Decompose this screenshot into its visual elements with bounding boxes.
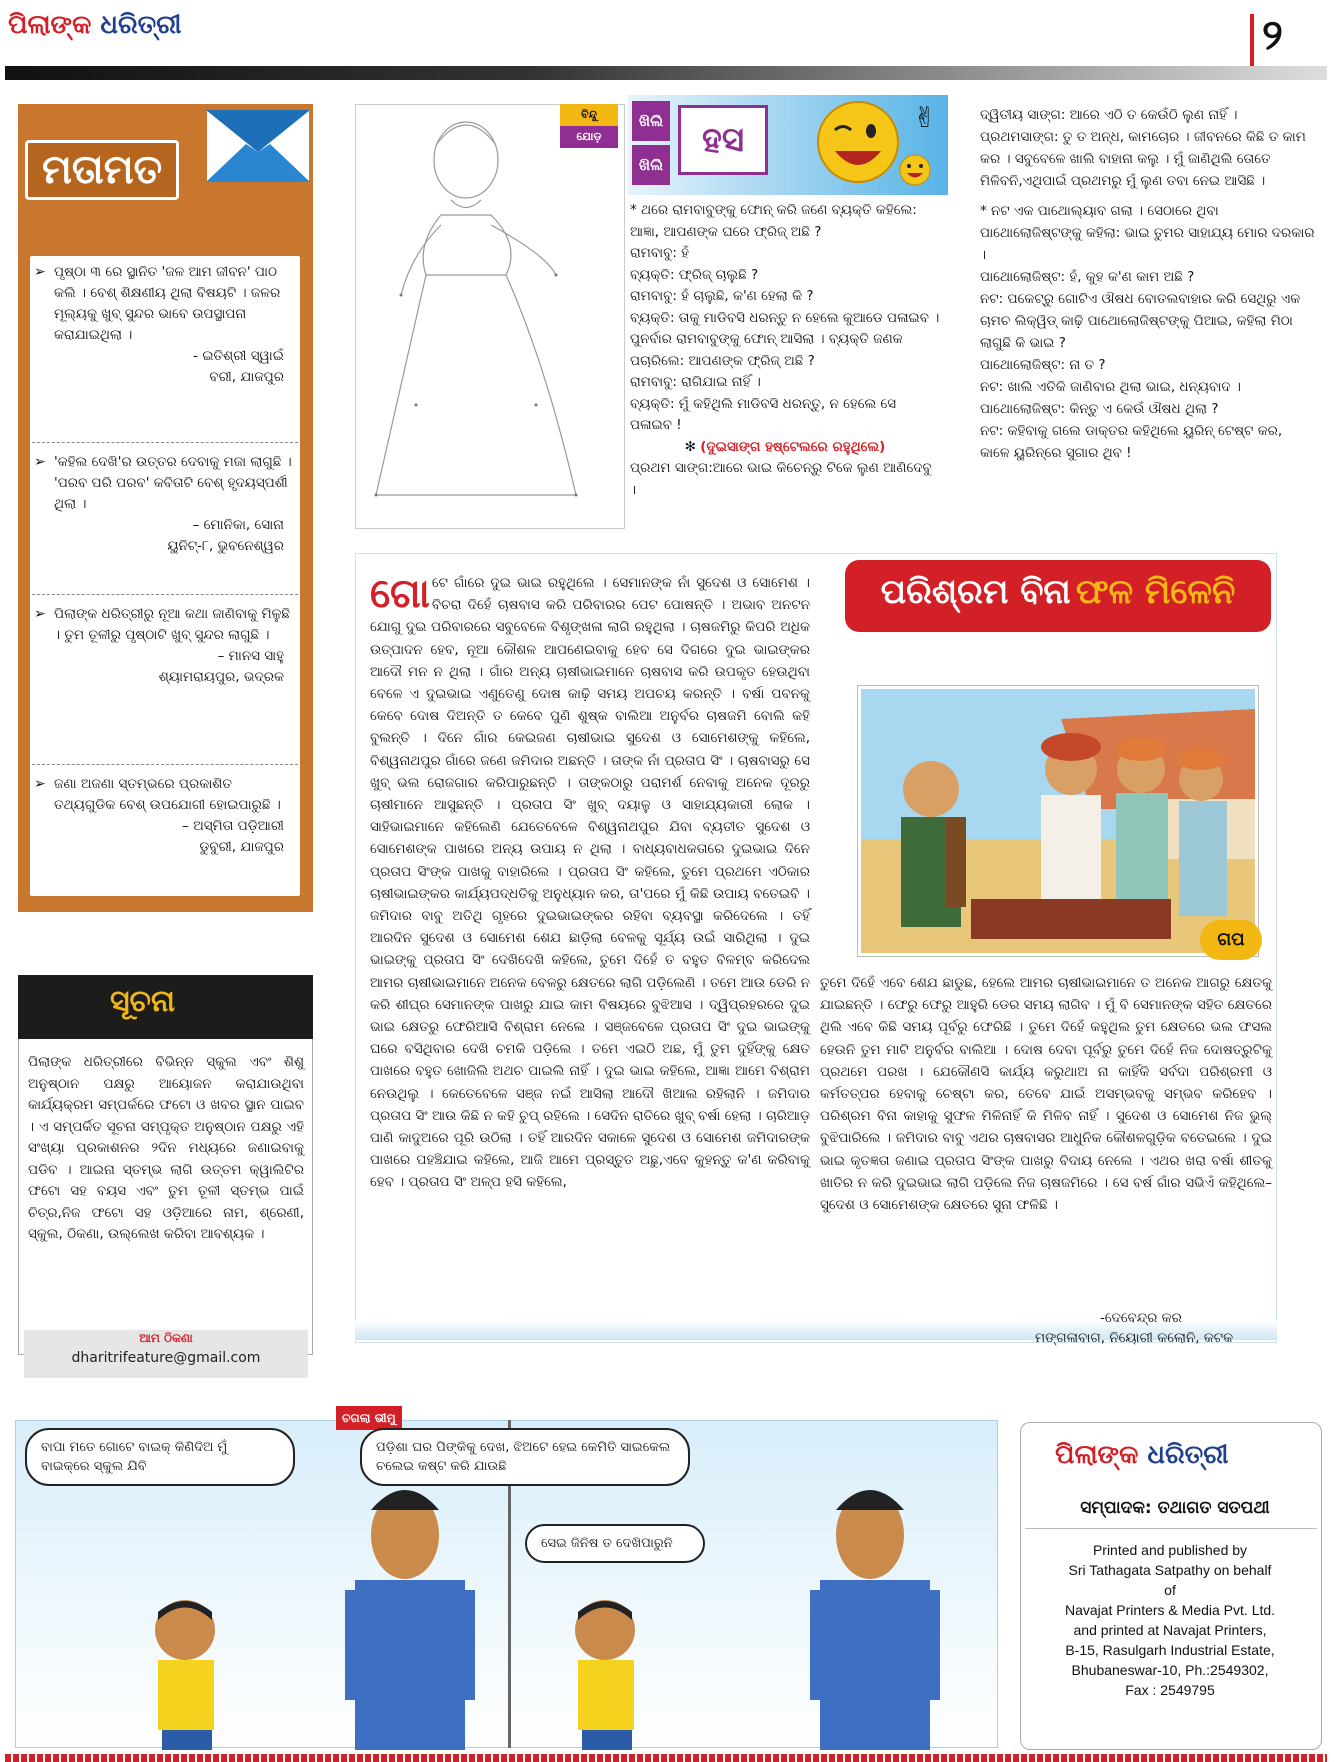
victory-hand-icon: ✌ <box>913 101 937 134</box>
credits-logo: ପିଲାଙ୍କ ଧରିତ୍ରୀ <box>1055 1440 1229 1470</box>
divider <box>32 442 298 443</box>
masthead-logo <box>8 10 182 41</box>
jokes-banner-title: ହସ <box>678 105 768 175</box>
story-dropcap: ଗୋ <box>370 571 430 617</box>
dot-puzzle-tag: ବିନ୍ଦୁ <box>560 104 618 126</box>
jokes-banner-word: ଖିଲି <box>632 145 670 185</box>
divider <box>32 594 298 595</box>
envelope-icon <box>202 104 314 186</box>
divider <box>32 764 298 765</box>
jokes-banner-word: ଖିଲି <box>632 101 670 141</box>
landlord-figure <box>1041 733 1101 915</box>
story-tag: ଗପ <box>1200 920 1262 960</box>
letter-item: ➢ 'କହିଲ ଦେଖି'ର ଉତ୍ତର ଦେବାକୁ ମଜା ଲାଗୁଛି । 'ପରବ ପରି ପରବ' କବିତାଟି ବେଶ୍ ହୃଦୟସ୍ପର୍ଶୀ ଥିଲା । – ମୋନିକା, ସୋନା ୟୁନିଟ୍-୮, ଭୁବନେଶ୍ୱର <box>34 454 292 554</box>
credits-divider <box>1025 1528 1317 1529</box>
header-divider <box>1250 14 1254 66</box>
story-address: ମଙ୍ଗଳାବାଗ, ନିୟୋଗୀ କଲୋନି, କଟକ <box>1035 1330 1234 1346</box>
contact-label: ଆମ ଠିକଣା <box>139 1331 193 1345</box>
story-author: -ଦେବେନ୍ଦ୍ର କର <box>1100 1310 1182 1326</box>
header-bar <box>5 66 1327 80</box>
smiley-icon <box>813 95 903 190</box>
dot-puzzle <box>355 104 625 529</box>
farmer-figure <box>901 761 966 927</box>
speech-bubble: ପଡ଼ିଶା ଘର ପିଙ୍କିକୁ ଦେଖ, ଝିଅଟେ ହେଇ କେମିତି ସାଇକେଲ ଚଲେଇ କଷ୍ଟ କରି ଯାଉଛି <box>360 1428 690 1486</box>
child-figure-1 <box>140 1590 240 1750</box>
speech-bubble: ସେଇ ଜିନିଷ ତ ଦେଖିପାରୁନି <box>525 1524 705 1563</box>
arrow-icon: ➢ <box>34 776 46 792</box>
credits-printed-by: Printed and published by Sri Tathagata Satpathy on behalf of Navajat Printers & Media Pvt. Ltd. and printed at Navajat Printers, B-15, Rasulgarh Industrial Estate, Bhubaneswar-10, Ph.:2549302, Fax : 2549795 <box>1064 1542 1276 1698</box>
small-smiley-icon <box>898 153 932 187</box>
arrow-icon: ➢ <box>34 606 46 622</box>
notice-body: ପିଲାଙ୍କ ଧରିତ୍ରୀରେ ବିଭିନ୍ନ ସ୍କୁଲ ଏବଂ ଶିଶୁ ଅନୁଷ୍ଠାନ ପକ୍ଷରୁ ଆୟୋଜନ କରାଯାଉଥିବା କାର୍ଯ୍ୟକ୍ରମ ସମ୍ପର୍କରେ ଫଟୋ ଓ ଖବର ସ୍ଥାନ ପାଇବ । ଏ ସମ୍ପର୍କିତ ସୂଚନା ସମ୍ପୃକ୍ତ ଅନୁଷ୍ଠାନ ପକ୍ଷରୁ ଏହି ସଂଖ୍ୟା ପ୍ରକାଶନର ୨ଦିନ ମଧ୍ୟରେ ଜଣାଇବାକୁ ପଡିବ । ଆଇନା ସ୍ତମ୍ଭ ଲାଗି ଉତ୍ତମ କ୍ୱାଲିଟିର ଫଟୋ ସହ ବୟସ ଏବଂ ତୁମ ତୂଳୀ ସ୍ତମ୍ଭ ପାଇଁ ଚିତ୍ର,ନିଜ ଫଟୋ ସହ ଓଡ଼ିଆରେ ନାମ, ଶ୍ରେଣୀ, ସ୍କୁଲ, ଠିକଣା, ଉଲ୍ଲେଖ କରିବା ଆବଶ୍ୟକ । <box>28 1054 304 1242</box>
child-figure-2 <box>560 1590 660 1750</box>
letter-item: ➢ ଜଣା ଅଜଣା ସ୍ତମ୍ଭରେ ପ୍ରକାଶିତ ତଥ୍ୟଗୁଡିକ ବେଶ୍ ଉପଯୋଗୀ ହୋଇପାରୁଛି । – ଅସ୍ମିତା ପଡ଼ିଆରୀ ଡୁବୁରୀ, ଯାଜପୁର <box>34 776 284 855</box>
story-column-1: ଗୋ ଟେ ଗାଁରେ ଦୁଇ ଭାଇ ରହୁଥିଲେ । ସେମାନଙ୍କ ନାଁ ସୁଦେଶ ଓ ସୋମେଶ । ବିଚରା ଦିହେଁ ଚାଷବାସ କରି ପରିବାରର ପେଟ ପୋଷନ୍ତି । ଅଭାବ ଅନଟନ ଯୋଗୁ ଦୁଇ ପରିବାରରେ ସବୁବେଳେ ବିଶୃଙ୍ଖଳା ଲାଗି ରହୁଥିଲା । ଚାଷଜମିରୁ କିପରି ଅଧିକ ଉତ୍ପାଦନ ହେବ, ନୂଆ କୌଶଳ ଆପଣେଇବାକୁ ହେବ ସେ ଦିଗରେ ଦୁଇ ଭାଇଙ୍କର ଆଦୌ ମନ ନ ଥିଲା । ଗାଁର ଅନ୍ୟ ଚାଷୀଭାଇମାନେ ଚାଷବାସ କରି ଉପକୃତ ହେଉଥିବା ବେଳେ ଏ ଦୁଇଭାଇ ଏଣୁତେଣୁ ଦୋଷ କାଢ଼ି ସମୟ ଅପଚୟ କରନ୍ତି । ବର୍ଷା ପବନକୁ କେବେ ଦୋଷ ଦିଅନ୍ତି ତ କେବେ ପୁଣି ଶୁଷ୍କ ବାଲିଆ ଅନୁର୍ବର ଚାଷଜମି ବୋଲି କହି ବୁଲନ୍ତି । ଦିନେ ଗାଁର କେଇଜଣ ଚାଷୀଭାଇ ସୁଦେଶ ଓ ସୋମେଶଙ୍କୁ କହିଲେ, ବିଶ୍ୱନାଥପୁର ଗାଁରେ ଜଣେ ଜମିଦାର ଅଛନ୍ତି । ତାଙ୍କ ନାଁ ପ୍ରତାପ ସିଂ । ଚାଷବାସରୁ ସେ ଖୁବ୍ ଭଲ ରୋଜଗାର କରିପାରୁଛନ୍ତି । ତାଙ୍କଠାରୁ ପରାମର୍ଶ ନେବାକୁ ଅନେକ ଦୂରରୁ ଚାଷୀମାନେ ଆସୁଛନ୍ତି । ପ୍ରତାପ ସିଂ ଖୁବ୍ ଦୟାଳୁ ଓ ସାହାଯ୍ୟକାରୀ ଲୋକ । ସାହିଭାଇମାନେ କହିଲେଣି ଯେତେବେଳେ ବିଶ୍ୱନାଥପୁର ଯିବା ବ୍ୟତୀତ ସୁଦେଶ ଓ ସୋମେଶଙ୍କ ପାଖରେ ଅନ୍ୟ ଉପାୟ ନ ଥିଲା । ବାଧ୍ୟବାଧକତାରେ ଦୁଇଭାଇ ଦିନେ ପ୍ରତାପ ସିଂଙ୍କ ପାଖକୁ ବାହାରିଲେ । ପ୍ରତାପ ସିଂ କହିଲେ, ତୁମେ ପ୍ରଥମେ ଏଠିକାର ଚାଷୀଭାଇଙ୍କର କାର୍ଯ୍ୟପଦ୍ଧତିକୁ ଅନୁଧ୍ୟାନ କର, ତା'ପରେ ମୁଁ କିଛି ଉପାୟ ବତେଇବି । ଜମିଦାର ବାବୁ ଅତିଥି ଗୃହରେ ଦୁଇଭାଇଙ୍କର ରହିବା ବ୍ୟବସ୍ଥା କରିଦେଲେ । ତହିଁ ଆରଦିନ ସୁଦେଶ ଓ ସୋମେଶ ଶେଯ ଛାଡ଼ିଲା ବେଳକୁ ସୂର୍ଯ୍ୟ ଉଇଁ ସାରିଥିଲା । ଦୁଇ ଭାଇଙ୍କୁ ପ୍ରତାପ ସିଂ ଦେଖିଦେଖି କହିଲେ, ତୁମେ ଦିହେଁ ତ ବହୁତ ବିଳମ୍ବ କରିଦେଲ ଆମର ଚାଷୀଭାଇମାନେ ଅନେକ ବେଳରୁ କ୍ଷେତରେ ଲାଗି ପଡ଼ିଲେଣି । ତମେ ଆଉ ଡେରି ନ କରି ଶୀଘ୍ର ସେମାନଙ୍କ ପାଖରୁ ଯାଇ କାମ ବିଷୟରେ ବୁଝିଆସ । ଦ୍ୱିପ୍ରହରରେ ଦୁଇ ଭାଇ କ୍ଷେତରୁ ଫେରିଆସି ବିଶ୍ରାମ ନେଲେ । ସଞ୍ଜବେଳେ ପ୍ରତାପ ସିଂ ଦୁଇ ଭାଇଙ୍କୁ ଘରେ ବସିଥିବାର ଦେଖି ଚମକି ପଡ଼ିଲେ । ତମେ ଏଇଠି ଅଛ, ମୁଁ ତୁମ ଦୁହିଁଙ୍କୁ କ୍ଷେତ ପାଖରେ ବହୁତ ଖୋଜିଲି ଅଥଚ ପାଇଲି ନାହିଁ । ଦୁଇ ଭାଇ କହିଲେ, ଆଜ୍ଞା ଆମେ ବିଶ୍ରାମ ନେଉଥିଲୁ । କେତେବେଳେ ସଞ୍ଜ ନଇଁ ଆସିଲା ଆଦୌ ଖିଆଲ ରହିଲାନି । ଜମିଦାର ପ୍ରତାପ ସିଂ ଆଉ କିଛି ନ କହି ଚୁପ୍ ରହିଲେ । ସେଦିନ ରାତିରେ ଖୁବ୍ ବର୍ଷା ହେଲା । ଚାରିଆଡ଼ ପାଣି କାଦୁଅରେ ପୂରି ଉଠିଲା । ତହିଁ ଆରଦିନ ସକାଳେ ସୁଦେଶ ଓ ସୋମେଶ ଜମିଦାରଙ୍କ ପାଖରେ ପହଞ୍ଚିଯାଇ କହିଲେ, ଆଜି ଆମେ ପ୍ରସ୍ତୁତ ଅଛୁ,ଏବେ କୁହନ୍ତୁ କ'ଣ କରିବାକୁ ହେବ । ପ୍ରତାପ ସିଂ ଅଳ୍ପ ହସି କହିଲେ, <box>370 571 811 1191</box>
story-illustration <box>858 686 1258 956</box>
speech-bubble: ବାପା ମତେ ଗୋଟେ ବାଇକ୍ କିଣିଦିଅ ମୁଁ ବାଇକ୍‌ରେ ସ୍କୁଲ ଯିବି <box>25 1428 295 1486</box>
jokes-banner <box>628 95 948 195</box>
father-figure-1 <box>325 1470 495 1750</box>
princess-outline-image <box>356 105 624 528</box>
dot-puzzle-tag: ଯୋଡ଼ <box>560 126 618 148</box>
arrow-icon: ➢ <box>34 264 46 280</box>
letter-item: ➢ ପୃଷ୍ଠା ୩ ରେ ସ୍ଥାନିତ 'ଜଳ ଆମ ଜୀବନ' ପାଠ କଲି । ବେଶ୍ ଶିକ୍ଷଣୀୟ ଥିଲା ବିଷୟଟି । ଜଳର ମୂଲ୍ୟକୁ ଖୁବ୍ ସୁନ୍ଦର ଭାବେ ଉପସ୍ଥାପନା କରାଯାଇଥିଲା । - ଇତିଶ୍ରୀ ସ୍ୱାଇଁ ବରୀ, ଯାଜପୁର <box>34 264 284 385</box>
contact-email[interactable]: dharitrifeature@gmail.com <box>71 1350 261 1366</box>
jokes-subheading: (ଦୁଇସାଙ୍ଗ ହଷ୍ଟେଲରେ ରହୁଥିଲେ) <box>700 438 886 455</box>
notice-title: ସୂଚନା <box>110 984 176 1019</box>
jokes-column-1: * ଥରେ ରାମବାବୁଙ୍କୁ ଫୋନ୍ କରି ଜଣେ ବ୍ୟକ୍ତି କହିଲେ: ଆଜ୍ଞା, ଆପଣଙ୍କ ଘରେ ଫ୍ରିଜ୍ ଅଛି ? ରାମବାବୁ: ହଁ ବ୍ୟକ୍ତି: ଫ୍ରିଜ୍ ଚାଲୁଛି ? ରାମବାବୁ: ହଁ ଚାଲୁଛି, କ'ଣ ହେଲା କି ? ବ୍ୟକ୍ତି: ତାକୁ ମାଡିବସି ଧରନ୍ତୁ ନ ହେଲେ କୁଆଡେ ପଳାଇବ । ପୁନର୍ବାର ରାମବାବୁଙ୍କୁ ଫୋନ୍ ଆସିଲା । ବ୍ୟକ୍ତି ଜଣକ ପଚାରିଲେ: ଆପଣଙ୍କ ଫ୍ରିଜ୍ ଅଛି ? ରାମବାବୁ: ରାଗିଯାଇ ନାହିଁ । ବ୍ୟକ୍ତି: ମୁଁ କହିଥିଲି ମାଡିବସି ଧରନ୍ତୁ, ନ ହେଲେ ସେ ପଳାଇବ ! ✻ (ଦୁଇସାଙ୍ଗ ହଷ୍ଟେଲରେ ରହୁଥିଲେ) ପ୍ରଥମ ସାଙ୍ଗ:ଆରେ ଭାଇ କିଚେନ୍‌ରୁ ଟିକେ ଲୁଣ ଆଣିଦେବୁ । <box>630 202 940 498</box>
story-title: ପରିଶ୍ରମ ବିନା ଫଳ ମିଳେନି <box>845 560 1271 632</box>
arrow-icon: ➢ <box>34 454 46 470</box>
letter-item: ➢ ପିଲାଙ୍କ ଧରିତ୍ରୀରୁ ନୂଆ କଥା ଜାଣିବାକୁ ମିଳୁଛି । ତୁମ ତୂଳୀରୁ ପୃଷ୍ଠାଟି ଖୁବ୍ ସୁନ୍ଦର ଲାଗୁଛି । – ମାନସ ସାହୁ ଶ୍ୟାମରାୟପୁର, ଭଦ୍ରକ <box>34 606 290 685</box>
footer-bar <box>5 1754 1327 1762</box>
credits-editor: ସମ୍ପାଦକ: ତଥାଗତ ସତପଥୀ <box>1080 1498 1270 1518</box>
story-column-2: ତୁମେ ଦିହେଁ ଏବେ ଶେଯ ଛାଡୁଛ, ହେଲେ ଆମର ଚାଷୀଭାଇମାନେ ତ ଅନେକ ଆଗରୁ କ୍ଷେତକୁ ଯାଇଛନ୍ତି । ଫେରୁ ଫେରୁ ଆହୁରି ଡେର ସମୟ ଲାଗିବ । ମୁଁ ବି ସେମାନଙ୍କ ସହିତ କ୍ଷେତରେ ଥିଲି ଏବେ କିଛି ସମୟ ପୂର୍ବରୁ ଫେରିଛି । ତୁମେ ଦିହେଁ କହୁଥିଲ ତୁମ କ୍ଷେତରେ ଭଲ ଫସଲ ହେଉନି ତୁମ ମାଟି ଅନୁର୍ବର ବାଲିଆ । ଦୋଷ ଦେବା ପୂର୍ବରୁ ତୁମେ ଦିହେଁ ନିଜ ଦୋଷତ୍ରୁଟିକୁ ପ୍ରଥମେ ପରଖ । ଯେକୌଣସି କାର୍ଯ୍ୟ କରୁଥାଅ ନା କାହିଁକି ସର୍ବଦା ପରିଶ୍ରମୀ ଓ କର୍ମତତ୍ପର ହେବାକୁ ଚେଷ୍ଟା କର, ତେବେ ଯାଇଁ ଅସମ୍ଭବକୁ ସମ୍ଭବ କରିହେବ । ପରିଶ୍ରମ ବିନା କାହାକୁ ସୁଫଳ ମିଳିନାହିଁ କି ମିଳିବ ନାହିଁ । ସୁଦେଶ ଓ ସୋମେଶ ନିଜ ଭୁଲ୍ ବୁଝିପାରିଲେ । ଜମିଦାର ବାବୁ ଏଥର ଚାଷବାସର ଆଧୁନିକ କୌଶଳଗୁଡ଼ିକ ବତେଇଲେ । ଦୁଇ ଭାଇ କୃତଜ୍ଞତା ଜଣାଇ ପ୍ରତାପ ସିଂଙ୍କ ପାଖରୁ ବିଦାୟ ନେଲେ । ଏଥର ଖରା ବର୍ଷା ଶୀତକୁ ଖାତିର ନ କରି ଦୁଇଭାଇ ଲାଗି ପଡ଼ିଲେ ନିଜ ଚାଷଜମିରେ । ସେ ବର୍ଷ ଗାଁର ସଭିଏଁ କହିଥିଲେ– ସୁଦେଶ ଓ ସୋମେଶଙ୍କ କ୍ଷେତରେ ସୁନା ଫଳିଛି । <box>820 975 1272 1214</box>
page-number: ୨ <box>1262 10 1283 59</box>
logo-part-2: ଧରିତ୍ରୀ <box>100 10 182 40</box>
father-figure-2 <box>790 1470 960 1750</box>
jokes-column-2: ଦ୍ୱିତୀୟ ସାଙ୍ଗ: ଆରେ ଏଠି ତ କେଉଁଠି ଲୁଣ ନାହିଁ । ପ୍ରଥମସାଙ୍ଗ: ତୁ ତ ଅନ୍ଧ, କାମଚୋର । ଜୀବନରେ କିଛି ତ କାମ କର । ସବୁବେଳେ ଖାଲି ବାହାନା କଲୁ । ମୁଁ ଜାଣିଥିଲି ତୋତେ ମିଳିବନି,ଏଥିପାଇଁ ପ୍ରଥମରୁ ମୁଁ ଲୁଣ ତବା ନେଇ ଆସିଛି । * ନଟ ଏକ ପାଥୋଲ୍ୟାବ ଗଲା । ସେଠାରେ ଥିବା ପାଥୋଲୋଜିଷ୍ଟଙ୍କୁ କହିଲା: ଭାଇ ତୁମର ସାହାଯ୍ୟ ମୋର ଦରକାର । ପାଥୋଲୋଜିଷ୍ଟ: ହଁ, କୁହ କ'ଣ କାମ ଅଛି ? ନଟ: ପକେଟ୍‌ରୁ ଗୋଟିଏ ଔଷଧ ବୋତଲବାହାର କରି ସେଥିରୁ ଏକ ଚାମଚ ଲିକ୍ୱିଡ୍ କାଢ଼ି ପାଥୋଲୋଜିଷ୍ଟଙ୍କୁ ପିଆଇ, କହିଲା ମିଠା ଲାଗୁଛି କି ଭାଇ ? ପାଥୋଲୋଜିଷ୍ଟ: ନା ତ ? ନଟ: ଖାଲି ଏତିକି ଜାଣିବାର ଥିଲା ଭାଇ, ଧନ୍ୟବାଦ । ପାଥୋଲୋଜିଷ୍ଟ: କିନ୍ତୁ ଏ କେଉଁ ଔଷଧ ଥିଲା ? ନଟ: କହିବାକୁ ଗଲେ ଡାକ୍ତର କହିଥିଲେ ୟୁରିନ୍ ଟେଷ୍ଟ କର, କାଳେ ୟୁରିନ୍‌ରେ ସୁଗାର ଥିବ ! <box>980 107 1315 461</box>
comic-title: ଚଗଲା ଭୀମୁ <box>336 1406 402 1430</box>
opinion-title: ମତାମତ <box>25 140 179 200</box>
logo-part-1: ପିଲାଙ୍କ <box>8 10 92 40</box>
